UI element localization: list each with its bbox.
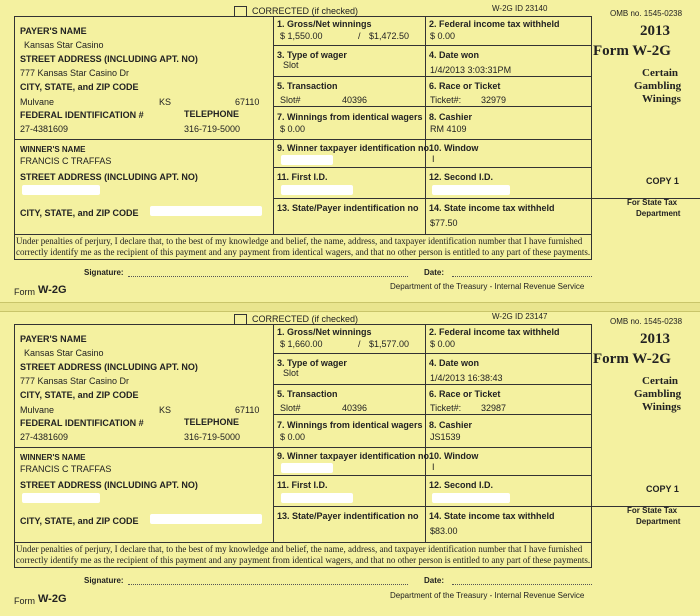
dept-label-2: Department (636, 517, 681, 526)
date-label: Date: (424, 576, 445, 585)
w2g-form-2: CORRECTED (if checked) W-2G ID 23147 OMB no. 1545-0238 2013 Form W-2G Certain Gambling Winings COPY 1 For State Tax Department PAYER'S NAME Kansas Star Casino STREET ADDRESS (INCLUDING APT. NO) 777 Kansas Star Casino Dr CITY, STATE, and ZIP CODE Mulvane KS 67110 FEDERAL IDENTIFICATION # TELEPHONE 27-4381609 316-719-5000 WINNER'S NAME FRANCIS C TRAFFAS STREET ADDRESS (INCLUDING APT. NO) CITY, STATE, and ZIP CODE 1. Gross/Net winnings $ 1,660.00 / $1,577.00 2. Federal income tax withheld $ 0.00 3. Type of wager Slot 4. Date won 1/4/2013 16:38:43 5. Transaction Slot# 40396 6. Race or Ticket Ticket#: 32987 7. Winnings from identical wagers $ 0.00 8. Cashier JS1539 9. Winner taxpayer identification no. 10. Window I 11. First I.D. 12. Second I.D. 13. State/Payer indentification no 14. State income tax withheld $83.00 Under penalties of perjury, I declare that, to the best of my knowledge and belief, the name, address, and taxpayer identification number that I have furnished correctly identify me as the recipient of this payment and any payment from identical wagers, and that no other person is entitled to any part of these payments. Signature: Date: Form W-2G Department of the Treasury - Internal Revenue Service (0, 308, 700, 614)
box5-prefix: Slot# (280, 95, 301, 105)
perjury-statement: Under penalties of perjury, I declare that, to the best of my knowledge and belief, the name, address, and taxpayer identification number that I have furnished correctly identify me as the recipient of this payment and any payment from identical wagers, and that no other person is entitled to any part of these payments. (16, 544, 591, 565)
redacted-first-id (281, 493, 353, 503)
box10-label: 10. Window (429, 143, 479, 153)
box4-label: 4. Date won (429, 50, 480, 60)
box2-value: $ 0.00 (430, 31, 456, 41)
payer-state: KS (159, 97, 172, 107)
omb-number: OMB no. 1545-0238 (610, 317, 683, 326)
omb-number: OMB no. 1545-0238 (610, 9, 683, 18)
box3-value: Slot (283, 60, 299, 70)
redacted-taxpayer-id (281, 155, 333, 165)
box14-value: $83.00 (430, 526, 458, 536)
box4-label: 4. Date won (429, 358, 480, 368)
perjury-statement: Under penalties of perjury, I declare that, to the best of my knowledge and belief, the name, address, and taxpayer identification number that I have furnished correctly identify me as the recipient of this payment and any payment from identical wagers, and that no other person is entitled to any part of these payments. (16, 236, 591, 257)
footer-form: W-2G (38, 284, 67, 296)
dept-label-1: For State Tax (627, 198, 678, 207)
box3-label: 3. Type of wager (277, 358, 347, 368)
winner-city-label: CITY, STATE, and ZIP CODE (20, 208, 139, 218)
payer-street-label: STREET ADDRESS (INCLUDING APT. NO) (20, 362, 198, 372)
redacted-taxpayer-id (281, 463, 333, 473)
copy-label: COPY 1 (646, 484, 679, 494)
form-subtitle-1: Certain (642, 375, 679, 387)
box4-value: 1/4/2013 16:38:43 (430, 373, 503, 383)
w2g-form-1: CORRECTED (if checked) W-2G ID 23140 OMB no. 1545-0238 2013 Form W-2G Certain Gambling Winings COPY 1 For State Tax Department PAYER'S NAME Kansas Star Casino STREET ADDRESS (INCLUDING APT. NO) 777 Kansas Star Casino Dr CITY, STATE, and ZIP CODE Mulvane KS 67110 FEDERAL IDENTIFICATION # TELEPHONE 27-4381609 316-719-5000 WINNER'S NAME FRANCIS C TRAFFAS STREET ADDRESS (INCLUDING APT. NO) CITY, STATE, and ZIP CODE 1. Gross/Net winnings $ 1,550.00 / $1,472.50 2. Federal income tax withheld $ 0.00 3. Type of wager Slot 4. Date won 1/4/2013 3:03:31PM 5. Transaction Slot# 40396 6. Race or Ticket Ticket#: 32979 7. Winnings from identical wagers $ 0.00 8. Cashier RM 4109 9. Winner taxpayer identification no. 10. Window I 11. First I.D. 12. Second I.D. 13. State/Payer indentification no 14. State income tax withheld $77.50 Under penalties of perjury, I declare that, to the best of my knowledge and belief, the name, address, and taxpayer identification number that I have furnished correctly identify me as the recipient of this payment and any payment from identical wagers, and that no other person is entitled to any part of these payments. Signature: Date: Form W-2G Department of the Treasury - Internal Revenue Service (0, 0, 700, 306)
box5-value: 40396 (342, 95, 368, 105)
box12-label: 12. Second I.D. (429, 480, 494, 490)
winner-name-label: WINNER'S NAME (20, 453, 86, 462)
redacted-second-id (432, 185, 510, 195)
signature-label: Signature: (84, 576, 124, 585)
box6-prefix: Ticket#: (430, 403, 462, 413)
redacted-winner-city (150, 514, 262, 524)
footer-form-prefix: Form (14, 287, 35, 297)
footer-form: W-2G (38, 593, 67, 605)
payer-city: Mulvane (20, 405, 55, 415)
box5-value: 40396 (342, 403, 368, 413)
box14-value: $77.50 (430, 218, 458, 228)
corrected-label: CORRECTED (if checked) (252, 314, 359, 324)
form-year: 2013 (640, 23, 670, 39)
signature-label: Signature: (84, 268, 124, 277)
form-title: Form W-2G (593, 351, 671, 367)
date-label: Date: (424, 268, 445, 277)
winner-street-label: STREET ADDRESS (INCLUDING APT. NO) (20, 480, 198, 490)
redacted-winner-street (22, 493, 100, 503)
box2-label: 2. Federal income tax withheld (429, 327, 560, 337)
box14-label: 14. State income tax withheld (429, 203, 555, 213)
box13-label: 13. State/Payer indentification no (277, 203, 419, 213)
form-title: Form W-2G (593, 43, 671, 59)
box11-label: 11. First I.D. (277, 172, 328, 182)
box12-label: 12. Second I.D. (429, 172, 494, 182)
winner-street-label: STREET ADDRESS (INCLUDING APT. NO) (20, 172, 198, 182)
date-line[interactable] (452, 584, 592, 585)
box5-label: 5. Transaction (277, 389, 338, 399)
box8-label: 8. Cashier (429, 112, 473, 122)
box7-label: 7. Winnings from identical wagers (277, 420, 423, 430)
corrected-label: CORRECTED (if checked) (252, 6, 359, 16)
form-id: W-2G ID 23140 (492, 4, 548, 13)
winner-city-label: CITY, STATE, and ZIP CODE (20, 516, 139, 526)
box1-label: 1. Gross/Net winnings (277, 327, 372, 337)
form-subtitle-3: Winings (642, 401, 681, 413)
box7-label: 7. Winnings from identical wagers (277, 112, 423, 122)
fed-id-label: FEDERAL IDENTIFICATION # (20, 418, 144, 428)
box6-value: 32987 (481, 403, 507, 413)
copy-label: COPY 1 (646, 176, 679, 186)
box13-label: 13. State/Payer indentification no (277, 511, 419, 521)
box1-gross: $ 1,660.00 (280, 339, 323, 349)
box3-label: 3. Type of wager (277, 50, 347, 60)
payer-street: 777 Kansas Star Casino Dr (20, 376, 130, 386)
dept-label-2: Department (636, 209, 681, 218)
box3-value: Slot (283, 368, 299, 378)
box1-net: $1,577.00 (369, 339, 410, 349)
winner-name: FRANCIS C TRAFFAS (20, 464, 112, 474)
payer-zip: 67110 (235, 405, 260, 415)
payer-name: Kansas Star Casino (24, 348, 104, 358)
footer-dept: Department of the Treasury - Internal Revenue Service (390, 591, 585, 600)
box8-label: 8. Cashier (429, 420, 473, 430)
redacted-winner-street (22, 185, 100, 195)
payer-city-label: CITY, STATE, and ZIP CODE (20, 390, 139, 400)
form-subtitle-3: Winings (642, 93, 681, 105)
redacted-winner-city (150, 206, 262, 216)
redacted-first-id (281, 185, 353, 195)
box7-value: $ 0.00 (280, 124, 306, 134)
box8-value: RM 4109 (430, 124, 467, 134)
box5-label: 5. Transaction (277, 81, 338, 91)
box2-value: $ 0.00 (430, 339, 456, 349)
signature-line[interactable] (128, 584, 408, 585)
form-subtitle-2: Gambling (634, 388, 682, 400)
box10-value: I (432, 154, 435, 164)
box1-label: 1. Gross/Net winnings (277, 19, 372, 29)
box10-value: I (432, 462, 435, 472)
payer-city: Mulvane (20, 97, 55, 107)
payer-city-label: CITY, STATE, and ZIP CODE (20, 82, 139, 92)
box8-value: JS1539 (430, 432, 461, 442)
box4-value: 1/4/2013 3:03:31PM (430, 65, 512, 75)
box2-label: 2. Federal income tax withheld (429, 19, 560, 29)
payer-name-label: PAYER'S NAME (20, 334, 87, 344)
box6-value: 32979 (481, 95, 507, 105)
form-subtitle-2: Gambling (634, 80, 682, 92)
box11-label: 11. First I.D. (277, 480, 328, 490)
fed-id-label: FEDERAL IDENTIFICATION # (20, 110, 144, 120)
form-year: 2013 (640, 331, 670, 347)
date-line[interactable] (452, 276, 592, 277)
fed-id: 27-4381609 (20, 432, 69, 442)
payer-zip: 67110 (235, 97, 260, 107)
box9-label: 9. Winner taxpayer identification no. (277, 143, 432, 153)
payer-street: 777 Kansas Star Casino Dr (20, 68, 130, 78)
redacted-second-id (432, 493, 510, 503)
box5-prefix: Slot# (280, 403, 301, 413)
form-id: W-2G ID 23147 (492, 312, 548, 321)
box6-label: 6. Race or Ticket (429, 389, 501, 399)
phone-label: TELEPHONE (184, 109, 240, 119)
fed-id: 27-4381609 (20, 124, 69, 134)
phone: 316-719-5000 (184, 124, 241, 134)
box1-net: $1,472.50 (369, 31, 410, 41)
box6-prefix: Ticket#: (430, 95, 462, 105)
box9-label: 9. Winner taxpayer identification no. (277, 451, 432, 461)
winner-name: FRANCIS C TRAFFAS (20, 156, 112, 166)
footer-form-prefix: Form (14, 596, 35, 606)
payer-street-label: STREET ADDRESS (INCLUDING APT. NO) (20, 54, 198, 64)
dept-label-1: For State Tax (627, 506, 678, 515)
payer-state: KS (159, 405, 172, 415)
form-subtitle-1: Certain (642, 67, 679, 79)
phone: 316-719-5000 (184, 432, 241, 442)
box10-label: 10. Window (429, 451, 479, 461)
payer-name: Kansas Star Casino (24, 40, 104, 50)
box14-label: 14. State income tax withheld (429, 511, 555, 521)
footer-dept: Department of the Treasury - Internal Revenue Service (390, 282, 585, 291)
phone-label: TELEPHONE (184, 417, 240, 427)
payer-name-label: PAYER'S NAME (20, 26, 87, 36)
box6-label: 6. Race or Ticket (429, 81, 501, 91)
winner-name-label: WINNER'S NAME (20, 145, 86, 154)
signature-line[interactable] (128, 276, 408, 277)
box1-gross: $ 1,550.00 (280, 31, 323, 41)
box7-value: $ 0.00 (280, 432, 306, 442)
